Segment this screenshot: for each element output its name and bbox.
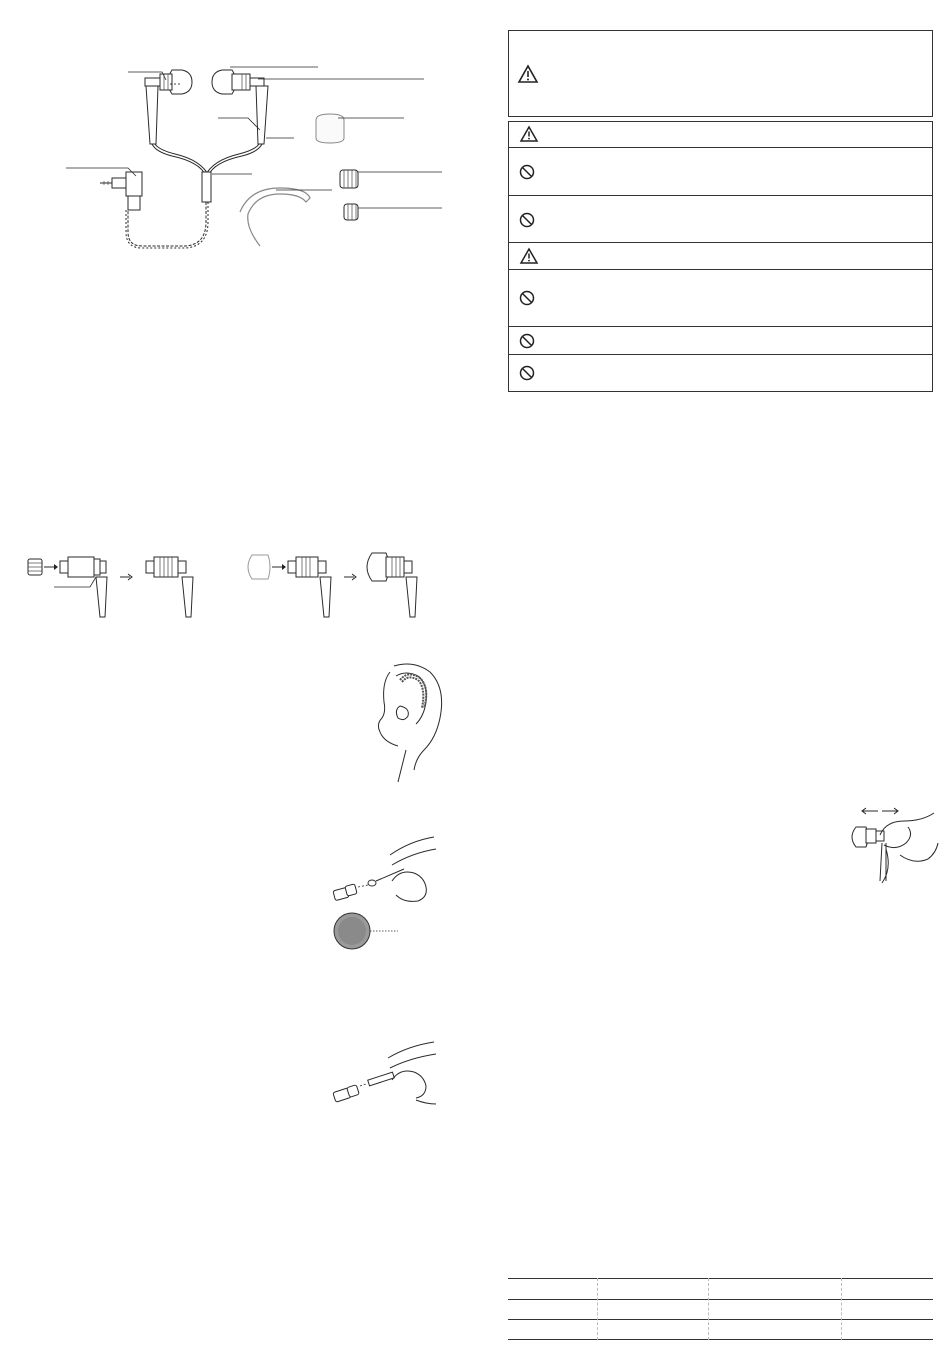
prohibited-row [509, 327, 932, 355]
table-column-divider [708, 1278, 709, 1340]
table-column-divider [841, 1278, 842, 1340]
left-earpiece [145, 70, 192, 144]
table-rule [508, 1319, 933, 1320]
ear-wearing-illustration [370, 660, 450, 785]
warning-table [508, 121, 933, 392]
warning-triangle-icon [519, 125, 539, 143]
prohibited-row [509, 270, 932, 327]
filter-cleaning-illustration [330, 835, 440, 955]
table-column-divider [597, 1278, 598, 1340]
prohibited-circle-icon [519, 333, 535, 349]
prohibited-circle-icon [519, 212, 535, 228]
table-rule [508, 1339, 933, 1340]
prohibited-circle-icon [519, 164, 535, 180]
detach-earpiece-illustration [840, 795, 940, 885]
filter-nozzle-large [340, 170, 358, 188]
prohibited-circle-icon [519, 365, 535, 381]
warning-triangle-icon [517, 64, 539, 84]
warning-box [508, 30, 933, 117]
prohibited-row [509, 148, 932, 196]
right-earpiece [212, 70, 268, 144]
specification-table [508, 1278, 933, 1340]
table-rule [508, 1299, 933, 1300]
filter-nozzle-small [344, 204, 358, 220]
parts-diagram [0, 0, 470, 270]
prohibited-row [509, 355, 932, 391]
warning-header-row [509, 243, 932, 270]
eartip-attached-result [367, 553, 417, 617]
nozzle-cleaning-illustration [330, 1040, 440, 1110]
prohibited-circle-icon [519, 290, 535, 306]
assembly-steps-diagram [20, 545, 440, 625]
nozzle-attach-step [28, 557, 107, 617]
ear-hook [240, 188, 310, 246]
eartip-attach-step [248, 555, 331, 617]
warning-header-row [509, 122, 932, 148]
prohibited-row [509, 196, 932, 243]
plug-connector [100, 172, 142, 210]
table-rule [508, 1278, 933, 1279]
warning-triangle-icon [519, 247, 539, 265]
nozzle-attached-result [146, 557, 193, 617]
